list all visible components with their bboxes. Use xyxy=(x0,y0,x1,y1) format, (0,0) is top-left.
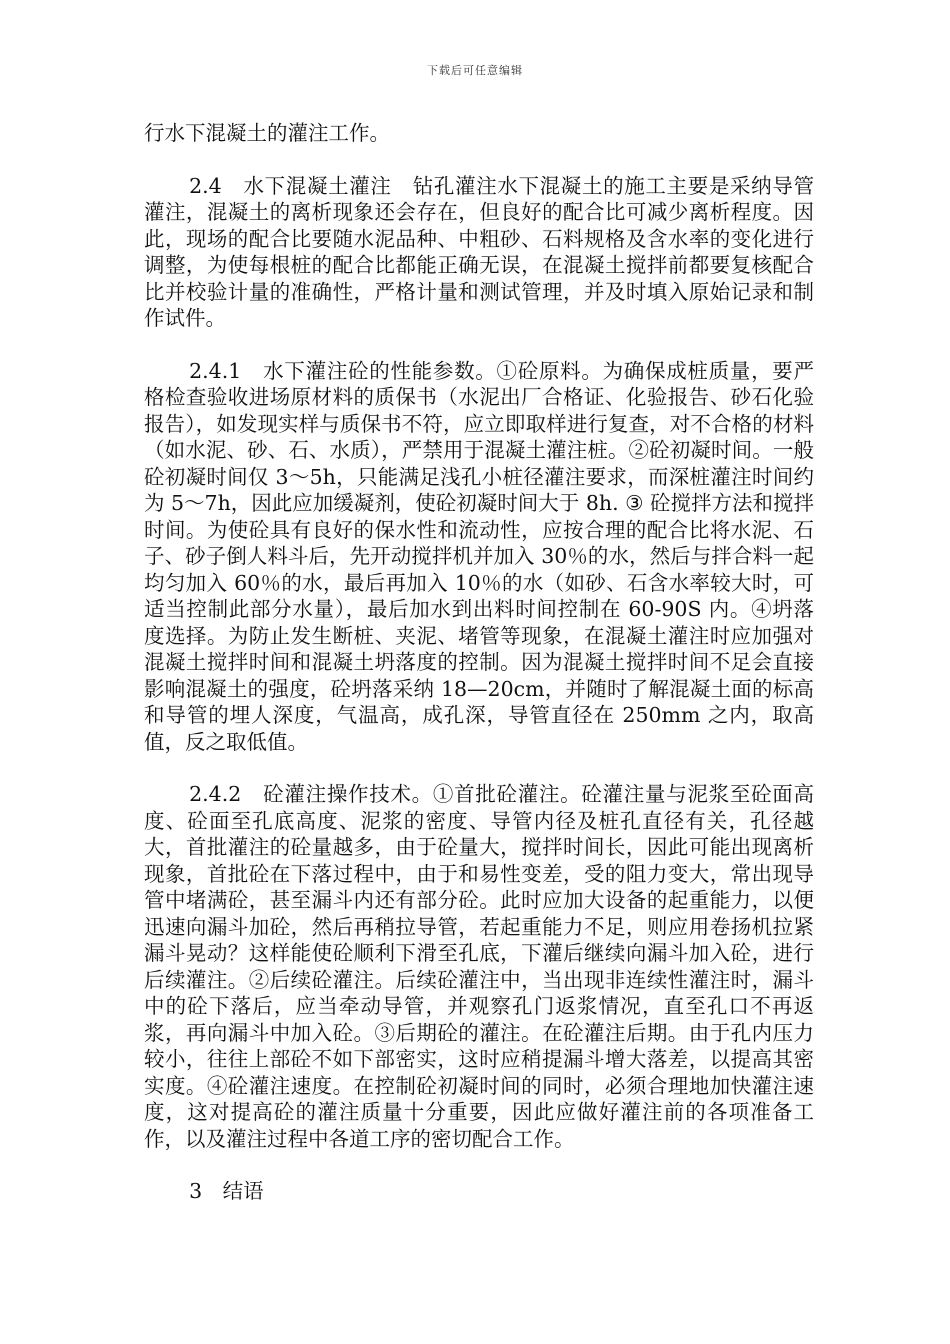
page-header-note: 下载后可任意编辑 xyxy=(427,64,523,77)
paragraph-section-2-4: 2.4 水下混凝土灌注 钻孔灌注水下混凝土的施工主要是采纳导管灌注，混凝土的离析现象还会存在，但良好的配合比可减少离析程度。因此，现场的配合比要随水泥品种、中粗砂、石料规格及含水率的变化进行调整，为使每根桩的配合比都能正确无误，在混凝土搅拌前都要复核配合比并校验计量的准确性，严格计量和测试管理，并及时填入原始记录和制作试件。 xyxy=(144,173,814,330)
paragraph-section-2-4-1: 2.4.1 水下灌注砼的性能参数。①砼原料。为确保成桩质量，要严格检查验收进场原材料的质保书（水泥出厂合格证、化验报告、砂石化验报告），如发现实样与质保书不符，应立即取样进行复查，对不合格的材料（如水泥、砂、石、水质），严禁用于混凝土灌注桩。②砼初凝时间。一般砼初凝时间仅 3～5h，只能满足浅孔小桩径灌注要求，而深桩灌注时间约为 5～7h，因此应加缓凝剂，使砼初凝时间大于 8h. ③ 砼搅拌方法和搅拌时间。为使砼具有良好的保水性和流动性，应按合理的配合比将水泥、石子、砂子倒人料斗后，先开动搅拌机并加入 30％的水，然后与拌合料一起均匀加入 60％的水，最后再加入 10％的水（如砂、石含水率较大时，可适当控制此部分水量），最后加水到出料时间控制在 60-90S 内。④坍落度选择。为防止发生断桩、夹泥、堵管等现象，在混凝土灌注时应加强对混凝土搅拌时间和混凝土坍落度的控制。因为混凝土搅拌时间不足会直接影响混凝土的强度，砼坍落采纳 18—20cm，并随时了解混凝土面的标高和导管的埋人深度，气温高，成孔深，导管直径在 250mm 之内，取高值，反之取低值。 xyxy=(144,358,814,754)
section-heading-conclusion: 3 结语 xyxy=(189,1179,264,1203)
paragraph-section-2-4-2: 2.4.2 砼灌注操作技术。①首批砼灌注。砼灌注量与泥浆至砼面高度、砼面至孔底高度、泥浆的密度、导管内径及桩孔直径有关，孔径越大，首批灌注的砼量越多，由于砼量大，搅拌时间长，因此可能出现离析现象，首批砼在下落过程中，由于和易性变差，受的阻力变大，常出现导管中堵满砼，甚至漏斗内还有部分砼。此时应加大设备的起重能力，以便迅速向漏斗加砼，然后再稍拉导管，若起重能力不足，则应用卷扬机拉紧漏斗晃动？这样能使砼顺利下滑至孔底，下灌后继续向漏斗加入砼，进行后续灌注。②后续砼灌注。后续砼灌注中，当出现非连续性灌注时，漏斗中的砼下落后，应当牵动导管，并观察孔门返浆情况，直至孔口不再返浆，再向漏斗中加入砼。③后期砼的灌注。在砼灌注后期。由于孔内压力较小，往往上部砼不如下部密实，这时应稍提漏斗增大落差，以提高其密实度。④砼灌注速度。在控制砼初凝时间的同时，必须合理地加快灌注速度，这对提高砼的灌注质量十分重要，因此应做好灌注前的各项准备工作，以及灌注过程中各道工序的密切配合工作。 xyxy=(144,782,814,1151)
paragraph-continuation: 行水下混凝土的灌注工作。 xyxy=(144,121,390,145)
document-body xyxy=(144,120,814,1205)
